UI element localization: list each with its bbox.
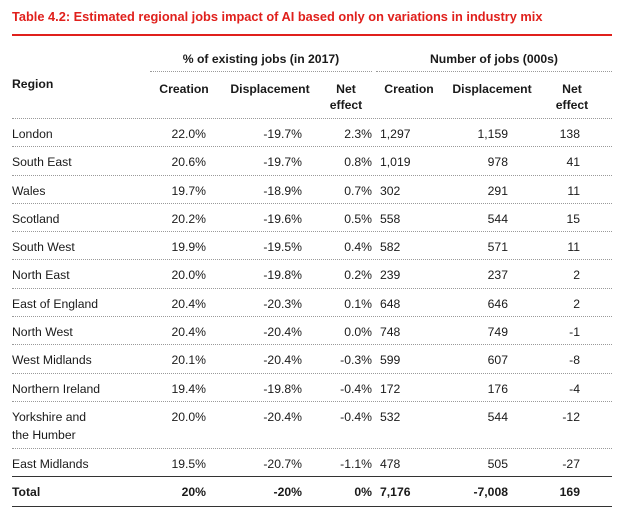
cell-creation-pct: 19.7%: [171, 184, 206, 198]
cell-displacement-pct: -19.7%: [263, 127, 302, 141]
cell-displacement-num: 237: [487, 268, 508, 282]
row-divider: [12, 231, 612, 232]
header-region: Region: [12, 77, 54, 91]
cell-displacement-num: 544: [487, 410, 508, 424]
cell-net-pct: 0.1%: [344, 297, 372, 311]
cell-creation-pct: 20.0%: [171, 268, 206, 282]
row-divider: [12, 288, 612, 289]
cell-displacement-pct: -19.6%: [263, 212, 302, 226]
cell-creation-num: 172: [380, 382, 401, 396]
cell-region: South East: [12, 155, 72, 169]
cell-displacement-num: 749: [487, 325, 508, 339]
table-bottom-rule: [12, 506, 612, 507]
header-creation-num: Creation: [384, 82, 434, 96]
cell-creation-num: 7,176: [380, 485, 411, 499]
cell-region: North West: [12, 325, 73, 339]
cell-net-pct: -1.1%: [340, 457, 372, 471]
cell-displacement-num: 978: [487, 155, 508, 169]
cell-creation-pct: 20.0%: [171, 410, 206, 424]
cell-creation-pct: 20.6%: [171, 155, 206, 169]
cell-net-pct: 0.0%: [344, 325, 372, 339]
cell-displacement-num: 176: [487, 382, 508, 396]
cell-displacement-pct: -20.3%: [263, 297, 302, 311]
cell-creation-pct: 19.5%: [171, 457, 206, 471]
cell-creation-pct: 19.4%: [171, 382, 206, 396]
cell-net-pct: 2.3%: [344, 127, 372, 141]
cell-net-pct: 0.5%: [344, 212, 372, 226]
cell-net-num: -12: [562, 410, 580, 424]
cell-displacement-num: 1,159: [477, 127, 508, 141]
cell-displacement-num: 544: [487, 212, 508, 226]
title-divider: [12, 34, 612, 36]
cell-creation-num: 302: [380, 184, 401, 198]
cell-creation-num: 648: [380, 297, 401, 311]
cell-net-pct: -0.3%: [340, 353, 372, 367]
cell-net-num: -8: [569, 353, 580, 367]
header-net-num-line1: Net: [562, 82, 582, 96]
header-group-percent: % of existing jobs (in 2017): [182, 52, 340, 66]
cell-creation-pct: 20.1%: [171, 353, 206, 367]
cell-region: Yorkshire and: [12, 410, 87, 424]
cell-region: East Midlands: [12, 457, 89, 471]
cell-net-num: -1: [569, 325, 580, 339]
cell-creation-num: 532: [380, 410, 401, 424]
cell-net-num: 138: [559, 127, 580, 141]
cell-region: Northern Ireland: [12, 382, 101, 396]
header-group-percent-rule: [150, 71, 372, 72]
cell-region: London: [12, 127, 53, 141]
cell-net-pct: 0.2%: [344, 268, 372, 282]
cell-creation-pct: 22.0%: [171, 127, 206, 141]
header-group-number-rule: [376, 71, 612, 72]
cell-net-num: 15: [566, 212, 580, 226]
cell-net-pct: 0.7%: [344, 184, 372, 198]
cell-displacement-num: 646: [487, 297, 508, 311]
cell-net-num: -4: [569, 382, 580, 396]
row-divider: [12, 344, 612, 345]
cell-displacement-pct: -20%: [273, 485, 302, 499]
cell-creation-num: 1,019: [380, 155, 411, 169]
cell-net-pct: -0.4%: [340, 410, 372, 424]
cell-region: South West: [12, 240, 75, 254]
row-divider: [12, 373, 612, 374]
row-divider: [12, 316, 612, 317]
cell-region: Total: [12, 485, 41, 499]
cell-net-pct: 0%: [354, 485, 372, 499]
cell-displacement-pct: -19.5%: [263, 240, 302, 254]
cell-creation-num: 748: [380, 325, 401, 339]
header-displacement-pct: Displacement: [230, 82, 310, 96]
cell-creation-pct: 19.9%: [171, 240, 206, 254]
row-divider: [12, 401, 612, 402]
row-divider: [12, 259, 612, 260]
total-divider: [12, 476, 612, 477]
cell-creation-num: 599: [380, 353, 401, 367]
cell-displacement-pct: -20.4%: [263, 410, 302, 424]
cell-creation-pct: 20.2%: [171, 212, 206, 226]
cell-region: Wales: [12, 184, 46, 198]
cell-displacement-num: 505: [487, 457, 508, 471]
cell-region: Scotland: [12, 212, 60, 226]
cell-net-num: 11: [567, 184, 580, 198]
cell-net-pct: 0.4%: [344, 240, 372, 254]
header-creation-pct: Creation: [159, 82, 209, 96]
cell-creation-pct: 20.4%: [171, 325, 206, 339]
cell-net-pct: 0.8%: [344, 155, 372, 169]
row-divider: [12, 203, 612, 204]
header-net-pct-line1: Net: [336, 82, 356, 96]
cell-net-num: -27: [562, 457, 580, 471]
cell-displacement-pct: -20.7%: [263, 457, 302, 471]
cell-creation-pct: 20%: [181, 485, 206, 499]
cell-net-num: 11: [567, 240, 580, 254]
row-divider: [12, 118, 612, 119]
cell-displacement-pct: -18.9%: [263, 184, 302, 198]
row-divider: [12, 146, 612, 147]
header-group-number: Number of jobs (000s): [430, 52, 558, 66]
cell-net-num: 169: [559, 485, 580, 499]
row-divider: [12, 448, 612, 449]
cell-displacement-pct: -19.7%: [263, 155, 302, 169]
cell-creation-num: 1,297: [380, 127, 411, 141]
cell-region-line2: the Humber: [12, 428, 76, 442]
cell-displacement-num: 291: [487, 184, 508, 198]
header-net-pct-line2: effect: [329, 98, 363, 112]
header-net-num-line2: effect: [555, 98, 589, 112]
cell-net-num: 2: [573, 297, 580, 311]
cell-displacement-pct: -19.8%: [263, 382, 302, 396]
cell-creation-num: 478: [380, 457, 401, 471]
cell-displacement-num: 571: [487, 240, 508, 254]
row-divider: [12, 175, 612, 176]
cell-creation-num: 239: [380, 268, 401, 282]
header-displacement-num: Displacement: [452, 82, 532, 96]
cell-displacement-num: -7,008: [473, 485, 508, 499]
cell-creation-num: 558: [380, 212, 401, 226]
cell-creation-pct: 20.4%: [171, 297, 206, 311]
table-title: Table 4.2: Estimated regional jobs impact of AI based only on variations in industry mix: [12, 9, 543, 24]
cell-displacement-pct: -20.4%: [263, 353, 302, 367]
cell-net-num: 2: [573, 268, 580, 282]
cell-displacement-pct: -19.8%: [263, 268, 302, 282]
cell-region: North East: [12, 268, 70, 282]
cell-region: West Midlands: [12, 353, 92, 367]
cell-displacement-num: 607: [487, 353, 508, 367]
cell-region: East of England: [12, 297, 99, 311]
cell-net-num: 41: [566, 155, 580, 169]
cell-net-pct: -0.4%: [340, 382, 372, 396]
cell-creation-num: 582: [380, 240, 401, 254]
cell-displacement-pct: -20.4%: [263, 325, 302, 339]
